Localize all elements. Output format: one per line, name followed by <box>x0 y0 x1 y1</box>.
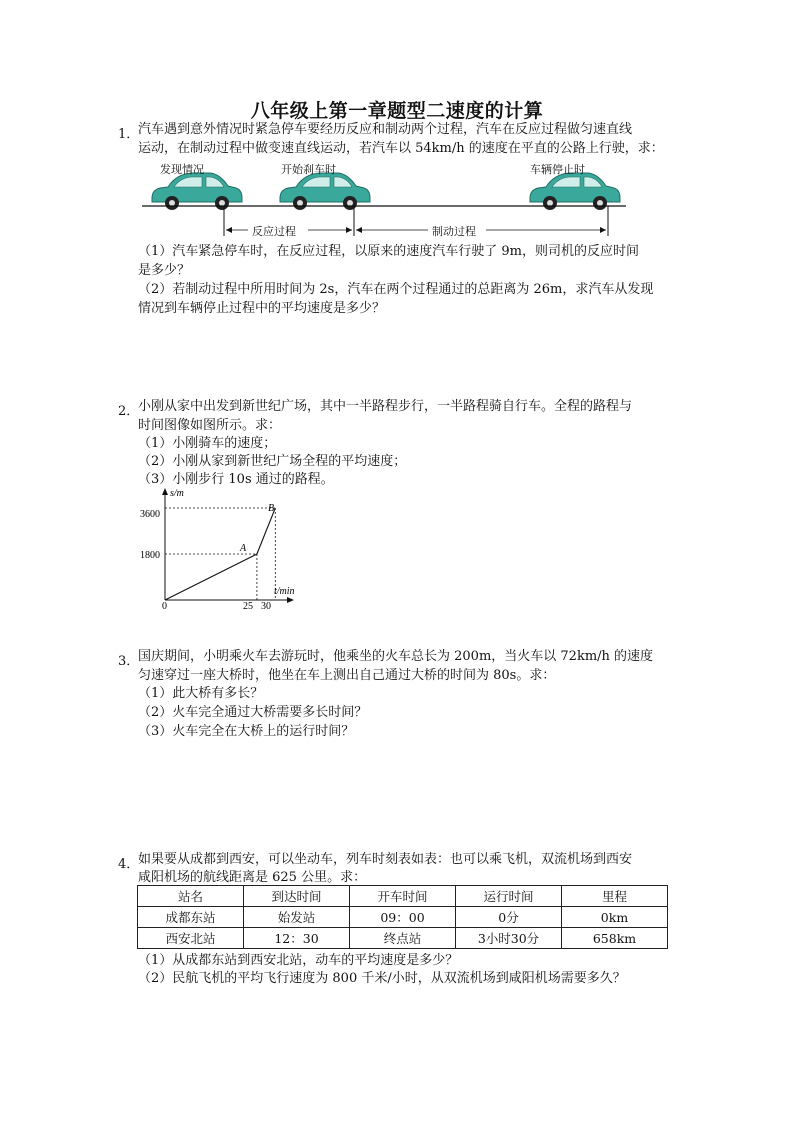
table-cell: 0分 <box>456 907 562 928</box>
y-tick-label: 3600 <box>140 509 160 520</box>
x-axis-label: t/min <box>274 586 295 597</box>
column-header: 运行时间 <box>456 886 562 907</box>
car-label: 发现情况 <box>160 163 204 176</box>
table-cell: 3小时30分 <box>456 928 562 949</box>
question-number: 4． <box>118 857 140 872</box>
point-label-a: A <box>240 543 247 554</box>
sub-question: （1）从成都东站到西安北站，动车的平均速度是多少？ <box>138 953 459 968</box>
column-header: 站名 <box>138 886 244 907</box>
table-cell: 成都东站 <box>138 907 244 928</box>
series-segment <box>257 508 275 554</box>
series-segment <box>165 554 257 600</box>
table-cell: 09：00 <box>350 907 456 928</box>
sub-question: （1）此大桥有多长？ <box>138 686 264 701</box>
question-number: 3． <box>118 654 140 669</box>
car-icon <box>530 173 620 210</box>
question-text: 时间图像如图所示。求： <box>138 418 282 433</box>
point-label-b: B <box>268 503 275 514</box>
question-text: 国庆期间，小明乘火车去游玩时，他乘坐的火车总长为 200m，当火车以 72km/h 的速度 <box>138 649 654 664</box>
car-icon <box>152 173 242 210</box>
car-label: 开始刹车时 <box>281 163 336 176</box>
question-text: 小刚从家中出发到新世纪广场，其中一半路程步行，一半路程骑自行车。全程的路程与 <box>138 399 633 414</box>
segment-label: 制动过程 <box>432 225 476 238</box>
sub-question: 情况到车辆停止过程中的平均速度是多少？ <box>138 301 386 316</box>
sub-question: （2）小刚从家到新世纪广场全程的平均速度； <box>138 454 407 469</box>
column-header: 开车时间 <box>350 886 456 907</box>
question-text: 匀速穿过一座大桥时，他坐在车上测出自己通过大桥的时间为 80s。求： <box>138 668 556 683</box>
car-label: 车辆停止时 <box>530 163 585 176</box>
table-cell: 终点站 <box>350 928 456 949</box>
y-tick-label: 1800 <box>140 550 160 561</box>
table-row <box>138 907 668 928</box>
table-cell: 西安北站 <box>138 928 244 949</box>
question-text: 汽车遇到意外情况时紧急停车要经历反应和制动两个过程，汽车在反应过程做匀速直线 <box>138 122 633 137</box>
page-title: 八年级上第一章题型二速度的计算 <box>250 100 544 122</box>
question-number: 2． <box>118 404 140 419</box>
question-number: 1． <box>118 127 140 142</box>
question-text: 运动，在制动过程中做变速直线运动，若汽车以 54km/h 的速度在平直的公路上行驶，求： <box>138 141 664 156</box>
column-header: 里程 <box>562 886 668 907</box>
sub-question: （3）小刚步行 10s 通过的路程。 <box>138 472 334 487</box>
sub-question: （2）民航飞机的平均飞行速度为 800 千米/小时，从双流机场到咸阳机场需要多久？ <box>138 971 626 986</box>
table-header-row <box>138 886 668 907</box>
car-icon <box>280 173 370 210</box>
column-header: 到达时间 <box>244 886 350 907</box>
table-row <box>138 928 668 949</box>
y-axis-label: s/m <box>170 488 184 499</box>
table-cell: 始发站 <box>244 907 350 928</box>
sub-question: 是多少？ <box>138 263 191 278</box>
sub-question: （3）火车完全在大桥上的运行时间？ <box>138 724 355 739</box>
table-cell: 658km <box>562 928 668 949</box>
sub-question: （2）火车完全通过大桥需要多长时间？ <box>138 705 368 720</box>
question-text: 咸阳机场的航线距离是 625 公里。求： <box>138 870 367 885</box>
sub-question: （1）汽车紧急停车时，在反应过程，以原来的速度汽车行驶了 9m，则司机的反应时间 <box>138 244 640 259</box>
origin-label: 0 <box>162 601 167 612</box>
segment-label: 反应过程 <box>252 225 296 238</box>
x-tick-label: 25 <box>243 601 253 612</box>
question-text: 如果要从成都到西安，可以坐动车，列车时刻表如表：也可以乘飞机，双流机场到西安 <box>138 852 633 867</box>
sub-question: （2）若制动过程中所用时间为 2s，汽车在两个过程通过的总距离为 26m，求汽车从发现 <box>138 282 654 297</box>
distance-time-graph <box>130 482 320 612</box>
table-cell: 12：30 <box>244 928 350 949</box>
train-timetable <box>137 885 668 949</box>
sub-question: （1）小刚骑车的速度； <box>138 436 277 451</box>
x-tick-label: 30 <box>261 601 271 612</box>
table-cell: 0km <box>562 907 668 928</box>
